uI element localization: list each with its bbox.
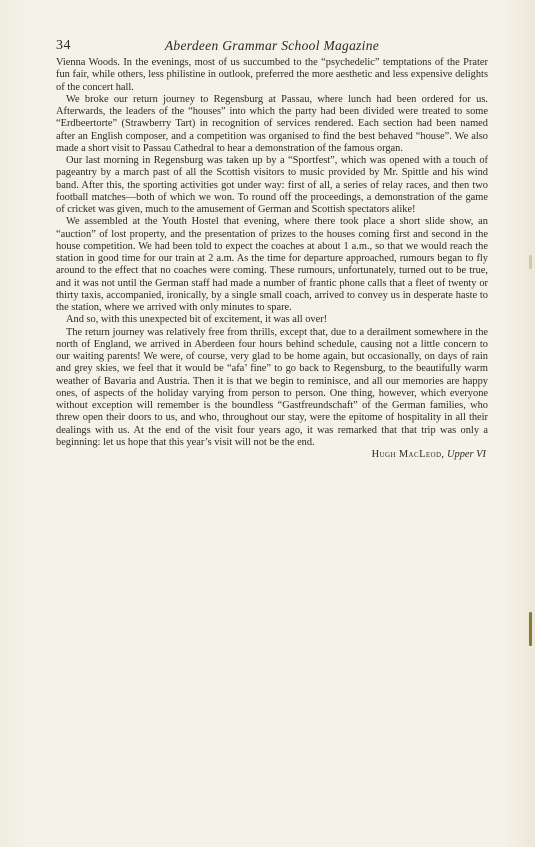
running-title: Aberdeen Grammar School Magazine — [164, 38, 380, 53]
page-edge-mark — [529, 255, 532, 269]
page-number: 34 — [56, 38, 71, 53]
page-header — [56, 38, 488, 56]
paragraph: Vienna Woods. In the evenings, most of us succumbed to the “psychedelic” temptations of the Prater fun fair, while others, less philistine in outlook, preferred the more aesthetic and less expensive delights of the concert hall. — [56, 57, 488, 93]
paragraph: And so, with this unexpected bit of excitement, it was all over! — [66, 314, 328, 326]
article-body — [56, 57, 488, 461]
paragraph: We assembled at the Youth Hostel that evening, where there took place a short slide show, an “auction” of lost property, and the presentation of prizes to the houses coming first and second in the house competition. We had been told to expect the coaches at about 1 a.m., so that we would reach the station in good time for our train at 2 a.m. As the time for departure approached, rumours began to fly around to the effect that no coaches were coming. These rumours, unfortunately, turned out to be true, and it was not until the German staff had made a number of frantic phone calls that a fleet of twenty or thirty taxis, accompanied, ironically, by a single small coach, arrived to convey us in desperate haste to the station, where we arrived with only minutes to spare. — [56, 216, 488, 313]
author-form: Upper VI — [447, 449, 486, 460]
author-name: Hugh MacLeod, — [371, 449, 445, 460]
paragraph: We broke our return journey to Regensburg at Passau, where lunch had been ordered for us. Afterwards, the leaders of the “houses” into which the party had been divided were treated to some “Erdbeertorte” (Strawberry Tart) in recognition of services rendered. Each section had been named after an English composer, and a competition was organised to find the best behaved “house”. We also made a short visit to Passau Cathedral to hear a demonstration of the famous organ. — [56, 93, 488, 154]
paragraph: Our last morning in Regensburg was taken up by a “Sportfest”, which was opened with a touch of pageantry by a march past of all the Scottish visitors to music provided by Mr. Spittle and his wind band. After this, the sporting activities got under way: first of all, a series of relay races, and then two football matches—both of which we won. To round off the proceedings, a demonstration of the game of cricket was given, much to the amusement of German and Scottish spectators alike! — [56, 155, 488, 215]
author-signature — [56, 449, 488, 461]
page-edge-mark — [529, 612, 532, 646]
paragraph: The return journey was relatively free from thrills, except that, due to a derailment somewhere in the north of England, we arrived in Aberdeen four hours behind schedule, causing not a little concern to our waiting parents! We were, of course, very glad to be home again, but occasionally, on days of rain and grey skies, we feel that it would be “afa’ fine” to go back to Regensburg, to the beautifully warm weather of Bavaria and Austria. Then it is that we begin to reminisce, and all our memories are happy ones, of aspects of the holiday varying from person to person. One thing, however, which everyone without exception will remember is the boundless “Gastfreundschaft” of the German families, who threw open their doors to us, and who, throughout our stay, were the epitome of hospitality in all their dealings with us. At the end of the visit four years ago, it was remarked that that trip was only a beginning: let us hope that this year’s visit will not be the end. — [56, 326, 488, 448]
